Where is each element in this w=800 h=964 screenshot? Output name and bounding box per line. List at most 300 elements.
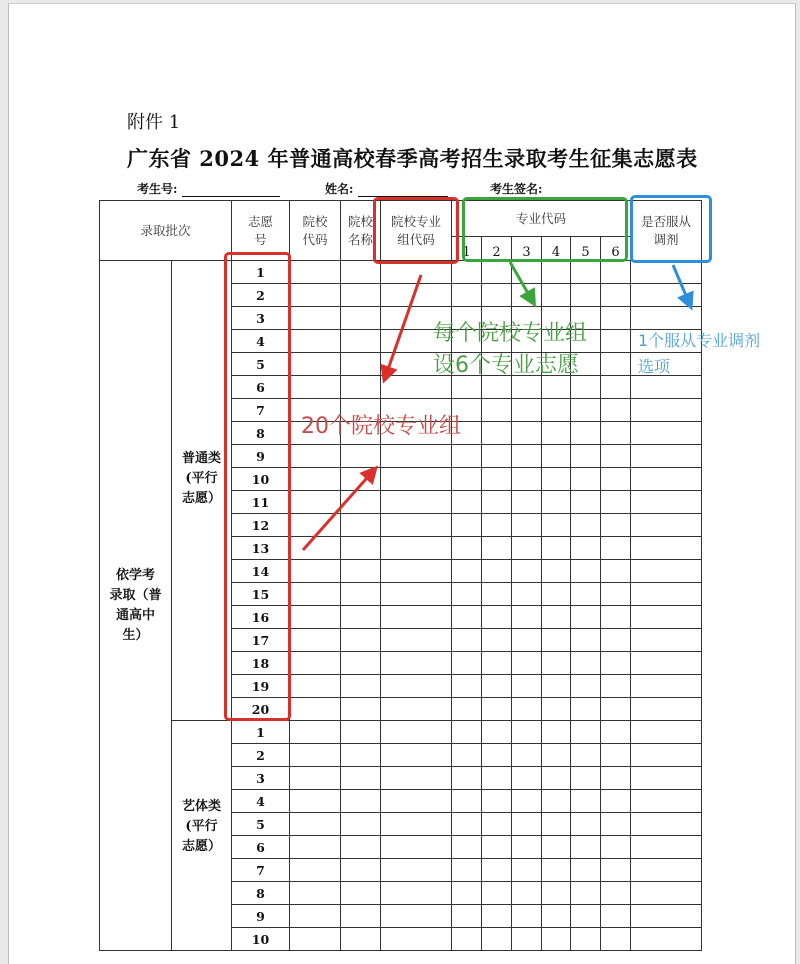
adjust-cell[interactable] [631, 675, 702, 698]
adjust-cell[interactable] [631, 399, 702, 422]
school-code-cell[interactable] [290, 606, 341, 629]
school-name-cell[interactable] [341, 905, 381, 928]
school-code-cell[interactable] [290, 330, 341, 353]
major-code-5-cell[interactable] [571, 813, 601, 836]
major-code-6-cell[interactable] [601, 491, 631, 514]
header-group-code-line1: 院校专业 [390, 213, 441, 229]
choice-number: 7 [232, 399, 290, 422]
group-code-cell[interactable] [381, 284, 452, 307]
major-code-2-cell[interactable] [482, 721, 512, 744]
school-name-cell[interactable] [341, 468, 381, 491]
major-code-5-cell[interactable] [571, 284, 601, 307]
major-code-1-cell[interactable] [452, 468, 482, 491]
major-code-6-cell[interactable] [601, 560, 631, 583]
group-code-cell[interactable] [381, 675, 452, 698]
adjust-cell[interactable] [631, 491, 702, 514]
major-code-2-cell[interactable] [482, 261, 512, 284]
group-code-cell[interactable] [381, 652, 452, 675]
major-code-5-cell[interactable] [571, 468, 601, 491]
school-name-cell[interactable] [341, 537, 381, 560]
major-code-2-cell[interactable] [482, 698, 512, 721]
major-code-6-cell[interactable] [601, 882, 631, 905]
school-code-cell[interactable] [290, 767, 341, 790]
group-code-cell[interactable] [381, 514, 452, 537]
choice-number: 7 [232, 859, 290, 882]
adjust-cell[interactable] [631, 652, 702, 675]
major-code-5-cell[interactable] [571, 675, 601, 698]
header-major-sub-2: 2 [482, 237, 512, 261]
major-code-4-cell[interactable] [542, 606, 571, 629]
major-code-2-cell[interactable] [482, 882, 512, 905]
major-code-1-cell[interactable] [452, 836, 482, 859]
choice-number: 1 [232, 261, 290, 284]
adjust-cell[interactable] [631, 928, 702, 951]
major-code-3-cell[interactable] [512, 928, 542, 951]
school-name-cell[interactable] [341, 767, 381, 790]
major-code-1-cell[interactable] [452, 882, 482, 905]
school-name-cell[interactable] [341, 583, 381, 606]
major-code-4-cell[interactable] [542, 882, 571, 905]
major-code-1-cell[interactable] [452, 491, 482, 514]
header-major-code: 专业代码 [452, 201, 631, 237]
adjust-cell[interactable] [631, 468, 702, 491]
group-code-cell[interactable] [381, 537, 452, 560]
major-code-5-cell[interactable] [571, 514, 601, 537]
school-name-cell[interactable] [341, 928, 381, 951]
major-code-1-cell[interactable] [452, 813, 482, 836]
school-name-cell[interactable] [341, 813, 381, 836]
major-code-5-cell[interactable] [571, 491, 601, 514]
major-code-1-cell[interactable] [452, 560, 482, 583]
group-code-cell[interactable] [381, 445, 452, 468]
choice-number: 2 [232, 744, 290, 767]
school-name-cell[interactable] [341, 491, 381, 514]
adjust-cell[interactable] [631, 422, 702, 445]
category-line3: 志愿） [181, 839, 221, 854]
header-school-code-line1: 院校 [302, 213, 328, 229]
header-school-name-line1: 院校 [347, 213, 373, 229]
major-code-6-cell[interactable] [601, 813, 631, 836]
school-code-cell[interactable] [290, 445, 341, 468]
major-code-5-cell[interactable] [571, 905, 601, 928]
adjust-cell[interactable] [631, 629, 702, 652]
choice-number: 20 [232, 698, 290, 721]
major-code-2-cell[interactable] [482, 399, 512, 422]
major-code-3-cell[interactable] [512, 399, 542, 422]
major-code-4-cell[interactable] [542, 445, 571, 468]
group-code-cell[interactable] [381, 606, 452, 629]
group-code-cell[interactable] [381, 491, 452, 514]
school-code-cell[interactable] [290, 836, 341, 859]
major-code-3-cell[interactable] [512, 583, 542, 606]
major-code-4-cell[interactable] [542, 721, 571, 744]
adjust-cell[interactable] [631, 813, 702, 836]
major-code-4-cell[interactable] [542, 399, 571, 422]
major-code-3-cell[interactable] [512, 905, 542, 928]
major-code-2-cell[interactable] [482, 491, 512, 514]
school-name-cell[interactable] [341, 629, 381, 652]
major-code-6-cell[interactable] [601, 583, 631, 606]
choice-number: 2 [232, 284, 290, 307]
attachment-label: 附件 1 [127, 112, 181, 133]
major-code-6-cell[interactable] [601, 767, 631, 790]
major-code-5-cell[interactable] [571, 422, 601, 445]
category-line1: 艺体类 [181, 799, 221, 814]
major-code-4-cell[interactable] [542, 284, 571, 307]
major-code-5-cell[interactable] [571, 606, 601, 629]
header-school-code-line2: 代码 [302, 231, 328, 247]
major-code-2-cell[interactable] [482, 767, 512, 790]
header-adjust [631, 201, 702, 261]
major-code-2-cell[interactable] [482, 790, 512, 813]
major-code-1-cell[interactable] [452, 537, 482, 560]
school-name-cell[interactable] [341, 307, 381, 330]
group-code-cell[interactable] [381, 928, 452, 951]
major-code-6-cell[interactable] [601, 721, 631, 744]
major-code-4-cell[interactable] [542, 560, 571, 583]
adjust-cell[interactable] [631, 905, 702, 928]
major-code-5-cell[interactable] [571, 560, 601, 583]
school-code-cell[interactable] [290, 261, 341, 284]
major-code-5-cell[interactable] [571, 767, 601, 790]
group-code-cell[interactable] [381, 744, 452, 767]
major-code-3-cell[interactable] [512, 606, 542, 629]
school-name-cell[interactable] [341, 560, 381, 583]
major-code-5-cell[interactable] [571, 882, 601, 905]
school-code-cell[interactable] [290, 353, 341, 376]
adjust-cell[interactable] [631, 514, 702, 537]
major-code-4-cell[interactable] [542, 744, 571, 767]
major-code-3-cell[interactable] [512, 836, 542, 859]
major-code-2-cell[interactable] [482, 514, 512, 537]
school-code-cell[interactable] [290, 882, 341, 905]
major-code-3-cell[interactable] [512, 514, 542, 537]
group-code-cell[interactable] [381, 813, 452, 836]
header-major-sub-5: 5 [571, 237, 601, 261]
school-code-cell[interactable] [290, 744, 341, 767]
choice-number: 6 [232, 376, 290, 399]
school-code-cell[interactable] [290, 468, 341, 491]
major-code-6-cell[interactable] [601, 652, 631, 675]
major-code-6-cell[interactable] [601, 675, 631, 698]
major-code-6-cell[interactable] [601, 928, 631, 951]
major-code-5-cell[interactable] [571, 836, 601, 859]
school-code-cell[interactable] [290, 813, 341, 836]
major-code-3-cell[interactable] [512, 744, 542, 767]
school-code-cell[interactable] [290, 514, 341, 537]
school-name-cell[interactable] [341, 652, 381, 675]
major-code-2-cell[interactable] [482, 859, 512, 882]
school-code-cell[interactable] [290, 652, 341, 675]
major-code-3-cell[interactable] [512, 813, 542, 836]
major-code-6-cell[interactable] [601, 445, 631, 468]
major-code-2-cell[interactable] [482, 652, 512, 675]
major-code-3-cell[interactable] [512, 422, 542, 445]
major-code-4-cell[interactable] [542, 813, 571, 836]
major-code-4-cell[interactable] [542, 261, 571, 284]
group-code-cell[interactable] [381, 629, 452, 652]
group-code-cell[interactable] [381, 560, 452, 583]
major-code-6-cell[interactable] [601, 514, 631, 537]
major-code-1-cell[interactable] [452, 629, 482, 652]
group-code-cell[interactable] [381, 859, 452, 882]
major-code-3-cell[interactable] [512, 790, 542, 813]
major-code-5-cell[interactable] [571, 583, 601, 606]
major-code-3-cell[interactable] [512, 261, 542, 284]
major-code-6-cell[interactable] [601, 606, 631, 629]
major-code-2-cell[interactable] [482, 813, 512, 836]
major-code-2-cell[interactable] [482, 537, 512, 560]
major-code-5-cell[interactable] [571, 859, 601, 882]
school-code-cell[interactable] [290, 629, 341, 652]
choice-number: 9 [232, 445, 290, 468]
major-code-6-cell[interactable] [601, 376, 631, 399]
major-code-6-cell[interactable] [601, 468, 631, 491]
group-code-cell[interactable] [381, 698, 452, 721]
adjust-cell[interactable] [631, 836, 702, 859]
major-code-4-cell[interactable] [542, 583, 571, 606]
group-code-cell[interactable] [381, 767, 452, 790]
adjust-cell[interactable] [631, 537, 702, 560]
major-code-2-cell[interactable] [482, 928, 512, 951]
major-code-3-cell[interactable] [512, 445, 542, 468]
major-code-5-cell[interactable] [571, 537, 601, 560]
school-name-cell[interactable] [341, 744, 381, 767]
major-code-4-cell[interactable] [542, 859, 571, 882]
adjust-cell[interactable] [631, 606, 702, 629]
adjust-cell[interactable] [631, 698, 702, 721]
major-code-6-cell[interactable] [601, 859, 631, 882]
major-code-6-cell[interactable] [601, 330, 631, 353]
choice-number: 12 [232, 514, 290, 537]
major-code-4-cell[interactable] [542, 468, 571, 491]
major-code-1-cell[interactable] [452, 744, 482, 767]
category-line2: (平行 [185, 471, 218, 486]
adjust-note [638, 328, 760, 380]
major-code-4-cell[interactable] [542, 905, 571, 928]
header-school-name [341, 201, 381, 261]
major-code-5-cell[interactable] [571, 652, 601, 675]
group-code-cell[interactable] [381, 261, 452, 284]
adjust-cell[interactable] [631, 307, 702, 330]
adjust-cell[interactable] [631, 882, 702, 905]
school-code-cell[interactable] [290, 284, 341, 307]
exam-number-blank[interactable] [182, 184, 280, 197]
choice-number: 4 [232, 330, 290, 353]
major-code-4-cell[interactable] [542, 629, 571, 652]
choice-number: 4 [232, 790, 290, 813]
major-code-1-cell[interactable] [452, 721, 482, 744]
group-code-cell[interactable] [381, 790, 452, 813]
adjust-cell[interactable] [631, 261, 702, 284]
majors-note-line2: 设6个专业志愿 [433, 353, 579, 378]
major-code-2-cell[interactable] [482, 583, 512, 606]
major-code-3-cell[interactable] [512, 537, 542, 560]
school-name-cell[interactable] [341, 698, 381, 721]
major-code-1-cell[interactable] [452, 905, 482, 928]
major-code-2-cell[interactable] [482, 629, 512, 652]
group-code-cell[interactable] [381, 468, 452, 491]
adjust-cell[interactable] [631, 721, 702, 744]
group-code-cell[interactable] [381, 882, 452, 905]
school-code-cell[interactable] [290, 491, 341, 514]
group-code-cell[interactable] [381, 583, 452, 606]
major-code-6-cell[interactable] [601, 537, 631, 560]
major-code-3-cell[interactable] [512, 675, 542, 698]
major-code-5-cell[interactable] [571, 744, 601, 767]
major-code-3-cell[interactable] [512, 468, 542, 491]
school-name-cell[interactable] [341, 721, 381, 744]
major-code-2-cell[interactable] [482, 836, 512, 859]
school-name-cell[interactable] [341, 882, 381, 905]
major-code-5-cell[interactable] [571, 399, 601, 422]
major-code-5-cell[interactable] [571, 261, 601, 284]
category-line3: 志愿） [181, 491, 221, 506]
major-code-1-cell[interactable] [452, 698, 482, 721]
school-name-cell[interactable] [341, 284, 381, 307]
adjust-cell[interactable] [631, 284, 702, 307]
school-name-cell[interactable] [341, 514, 381, 537]
major-code-1-cell[interactable] [452, 790, 482, 813]
major-code-1-cell[interactable] [452, 261, 482, 284]
major-code-6-cell[interactable] [601, 422, 631, 445]
major-code-3-cell[interactable] [512, 882, 542, 905]
adjust-cell[interactable] [631, 767, 702, 790]
major-code-4-cell[interactable] [542, 422, 571, 445]
major-code-4-cell[interactable] [542, 491, 571, 514]
major-code-3-cell[interactable] [512, 767, 542, 790]
group-code-cell[interactable] [381, 721, 452, 744]
major-code-2-cell[interactable] [482, 744, 512, 767]
school-name-cell[interactable] [341, 376, 381, 399]
school-code-cell[interactable] [290, 859, 341, 882]
major-code-4-cell[interactable] [542, 537, 571, 560]
major-code-3-cell[interactable] [512, 859, 542, 882]
major-code-6-cell[interactable] [601, 261, 631, 284]
major-code-2-cell[interactable] [482, 284, 512, 307]
major-code-2-cell[interactable] [482, 606, 512, 629]
adjust-cell[interactable] [631, 445, 702, 468]
adjust-cell[interactable] [631, 790, 702, 813]
major-code-5-cell[interactable] [571, 928, 601, 951]
major-code-3-cell[interactable] [512, 629, 542, 652]
adjust-cell[interactable] [631, 583, 702, 606]
school-code-cell[interactable] [290, 790, 341, 813]
major-code-4-cell[interactable] [542, 698, 571, 721]
school-code-cell[interactable] [290, 307, 341, 330]
major-code-1-cell[interactable] [452, 583, 482, 606]
major-code-4-cell[interactable] [542, 790, 571, 813]
school-code-cell[interactable] [290, 928, 341, 951]
major-code-3-cell[interactable] [512, 491, 542, 514]
major-code-2-cell[interactable] [482, 675, 512, 698]
school-code-cell[interactable] [290, 583, 341, 606]
major-code-4-cell[interactable] [542, 836, 571, 859]
major-code-1-cell[interactable] [452, 445, 482, 468]
major-code-5-cell[interactable] [571, 698, 601, 721]
choice-number: 16 [232, 606, 290, 629]
major-code-4-cell[interactable] [542, 514, 571, 537]
group-code-cell[interactable] [381, 905, 452, 928]
school-code-cell[interactable] [290, 698, 341, 721]
signature-label: 考生签名: [490, 182, 543, 196]
major-code-1-cell[interactable] [452, 859, 482, 882]
major-code-4-cell[interactable] [542, 675, 571, 698]
major-code-5-cell[interactable] [571, 445, 601, 468]
school-name-cell[interactable] [341, 330, 381, 353]
major-code-6-cell[interactable] [601, 790, 631, 813]
school-name-cell[interactable] [341, 836, 381, 859]
major-code-6-cell[interactable] [601, 698, 631, 721]
major-code-6-cell[interactable] [601, 353, 631, 376]
major-code-3-cell[interactable] [512, 284, 542, 307]
group-code-cell[interactable] [381, 836, 452, 859]
school-name-cell[interactable] [341, 790, 381, 813]
adjust-cell[interactable] [631, 560, 702, 583]
major-code-1-cell[interactable] [452, 675, 482, 698]
major-code-2-cell[interactable] [482, 445, 512, 468]
major-code-3-cell[interactable] [512, 698, 542, 721]
school-name-cell[interactable] [341, 353, 381, 376]
adjust-cell[interactable] [631, 859, 702, 882]
major-code-3-cell[interactable] [512, 652, 542, 675]
major-code-1-cell[interactable] [452, 606, 482, 629]
school-name-cell[interactable] [341, 606, 381, 629]
exam-number-field [137, 180, 280, 197]
school-name-cell[interactable] [341, 859, 381, 882]
major-code-5-cell[interactable] [571, 721, 601, 744]
major-code-6-cell[interactable] [601, 307, 631, 330]
major-code-6-cell[interactable] [601, 744, 631, 767]
major-code-3-cell[interactable] [512, 721, 542, 744]
major-code-2-cell[interactable] [482, 905, 512, 928]
major-code-6-cell[interactable] [601, 836, 631, 859]
school-code-cell[interactable] [290, 560, 341, 583]
major-code-2-cell[interactable] [482, 468, 512, 491]
major-code-3-cell[interactable] [512, 560, 542, 583]
page-title: 广东省 2024 年普通高校春季高考招生录取考生征集志愿表 [127, 146, 698, 171]
school-name-cell[interactable] [341, 445, 381, 468]
name-blank[interactable] [358, 184, 448, 197]
major-code-6-cell[interactable] [601, 284, 631, 307]
major-code-1-cell[interactable] [452, 652, 482, 675]
major-code-6-cell[interactable] [601, 399, 631, 422]
school-code-cell[interactable] [290, 675, 341, 698]
school-code-cell[interactable] [290, 376, 341, 399]
major-code-4-cell[interactable] [542, 928, 571, 951]
major-code-1-cell[interactable] [452, 767, 482, 790]
school-code-cell[interactable] [290, 721, 341, 744]
major-code-1-cell[interactable] [452, 284, 482, 307]
major-code-6-cell[interactable] [601, 629, 631, 652]
major-code-4-cell[interactable] [542, 767, 571, 790]
major-code-2-cell[interactable] [482, 422, 512, 445]
choice-number: 10 [232, 468, 290, 491]
school-name-cell[interactable] [341, 261, 381, 284]
school-code-cell[interactable] [290, 905, 341, 928]
major-code-6-cell[interactable] [601, 905, 631, 928]
major-code-4-cell[interactable] [542, 652, 571, 675]
major-code-5-cell[interactable] [571, 629, 601, 652]
school-name-cell[interactable] [341, 675, 381, 698]
major-code-1-cell[interactable] [452, 928, 482, 951]
major-code-5-cell[interactable] [571, 790, 601, 813]
major-code-2-cell[interactable] [482, 560, 512, 583]
school-code-cell[interactable] [290, 537, 341, 560]
choice-number: 9 [232, 905, 290, 928]
major-code-1-cell[interactable] [452, 514, 482, 537]
adjust-cell[interactable] [631, 744, 702, 767]
